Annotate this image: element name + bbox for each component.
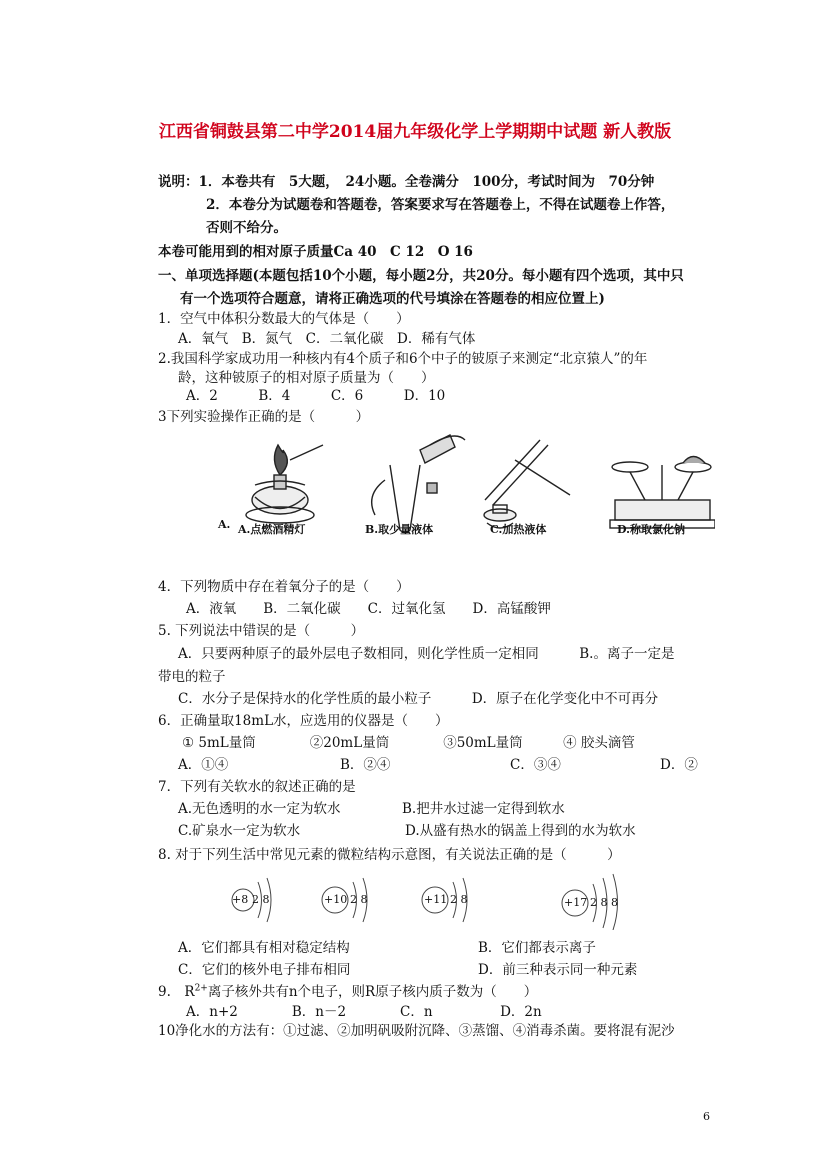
- q9-stem-text: 离子核外共有n个电子，则R原子核内质子数为（ ）: [207, 984, 538, 1000]
- q6-option-a: A．①④: [178, 757, 229, 773]
- q7-option-d: D.从盛有热水的锅盖上得到的水为软水: [405, 823, 636, 839]
- particle-2-nucleus: +10: [324, 893, 348, 906]
- q3-label-c: C.加热液体: [490, 523, 547, 536]
- q6-option-b: B．②④: [340, 757, 391, 773]
- q7-option-a: A.无色透明的水一定为软水: [178, 801, 341, 817]
- alcohol-lamp-icon: [246, 445, 323, 523]
- q5-option-cd: C．水分子是保持水的化学性质的最小粒子 D．原子在化学变化中不可再分: [178, 691, 659, 707]
- q8-option-a: A．它们都具有相对稳定结构: [178, 940, 350, 956]
- heat-liquid-icon: [484, 440, 570, 528]
- balance-icon: [610, 457, 715, 529]
- q6-items: ① 5mL量筒 ②20mL量筒 ③50mL量筒 ④ 胶头滴管: [182, 735, 635, 751]
- particle-2-shell-electrons: 2 8: [350, 893, 368, 906]
- particle-1-shell-electrons: 2 8: [252, 893, 270, 906]
- q5-stem: 5. 下列说法中错误的是（ ）: [158, 623, 365, 639]
- notes-line-1: 说明：1．本卷共有 5大题， 24小题。全卷满分 100分，考试时间为 70分钟: [158, 174, 655, 190]
- q9-ion-charge: 2+: [194, 983, 208, 994]
- page-number: 6: [703, 1110, 710, 1123]
- particle-4-shell-electrons: 2 8 8: [590, 896, 618, 909]
- section1-heading-2: 有一个选项符合题意，请将正确选项的代号填涂在答题卷的相应位置上): [180, 291, 605, 307]
- pour-liquid-icon: [372, 435, 465, 533]
- q10-stem: 10净化水的方法有：①过滤、②加明矾吸附沉降、③蒸馏、④消毒杀菌。要将混有泥沙: [158, 1023, 675, 1039]
- q3-label-b: B.取少量液体: [365, 523, 434, 536]
- q3-stem: 3下列实验操作正确的是（ ）: [158, 409, 370, 425]
- page-title: 江西省铜鼓县第二中学2014届九年级化学上学期期中试题 新人教版: [158, 122, 672, 142]
- particle-3-shell-electrons: 2 8: [450, 893, 468, 906]
- notes-line-2: 2．本卷分为试题卷和答题卷，答案要求写在答题卷上，不得在试题卷上作答，: [206, 197, 675, 213]
- q5-option-a-cont: 带电的粒子: [158, 669, 226, 685]
- atomic-mass-line: 本卷可能用到的相对原子质量Ca 40 C 12 O 16: [158, 244, 473, 260]
- q8-stem: 8. 对于下列生活中常见元素的微粒结构示意图，有关说法正确的是（ ）: [158, 847, 621, 863]
- notes-line-3: 否则不给分。: [206, 220, 287, 236]
- q3-label-d: D.称取氯化钠: [617, 523, 685, 536]
- q4-stem: 4．下列物质中存在着氧分子的是（ ）: [158, 579, 410, 595]
- q7-option-c: C.矿泉水一定为软水: [178, 823, 301, 839]
- q2-stem-1: 2.我国科学家成功用一种核内有4个质子和6个中子的铍原子来测定“北京猿人”的年: [158, 351, 648, 367]
- q9-number: 9.: [158, 984, 171, 1000]
- q7-stem: 7．下列有关软水的叙述正确的是: [158, 779, 356, 795]
- q1-stem: 1．空气中体积分数最大的气体是（ ）: [158, 311, 410, 327]
- q8-option-d: D．前三种表示同一种元素: [478, 962, 638, 978]
- q2-stem-2: 龄，这种铍原子的相对原子质量为（ ）: [178, 370, 435, 386]
- q3-label-a: A.点燃酒精灯: [238, 523, 306, 536]
- q6-option-d: D．②: [660, 757, 698, 773]
- q8-option-c: C．它们的核外电子排布相同: [178, 962, 351, 978]
- particle-3-nucleus: +11: [424, 893, 448, 906]
- q6-option-c: C．③④: [510, 757, 561, 773]
- q1-options: A．氧气 B．氮气 C．二氧化碳 D．稀有气体: [178, 331, 476, 347]
- q9-options: A．n+2 B．n－2 C．n D．2n: [186, 1004, 542, 1020]
- q8-option-b: B．它们都表示离子: [478, 940, 596, 956]
- q9-ion-symbol: R: [184, 984, 195, 1000]
- q4-options: A．液氧 B．二氧化碳 C．过氧化氢 D．高锰酸钾: [186, 601, 551, 617]
- q9-stem: [158, 980, 537, 1000]
- q2-options: A．2 B．4 C．6 D．10: [186, 388, 446, 404]
- particle-4-nucleus: +17: [564, 896, 588, 909]
- particle-1-nucleus: +8: [232, 893, 249, 906]
- q6-stem: 6．正确量取18mL水，应选用的仪器是（ ）: [158, 713, 449, 729]
- section1-heading-1: 一、单项选择题(本题包括10个小题，每小题2分，共20分。每小题有四个选项，其中只: [158, 268, 684, 284]
- q3-figure-prefix: A.: [218, 518, 231, 531]
- q7-option-b: B.把井水过滤一定得到软水: [402, 801, 565, 817]
- q5-option-a: A．只要两种原子的最外层电子数相同，则化学性质一定相同 B.。离子一定是: [178, 646, 675, 662]
